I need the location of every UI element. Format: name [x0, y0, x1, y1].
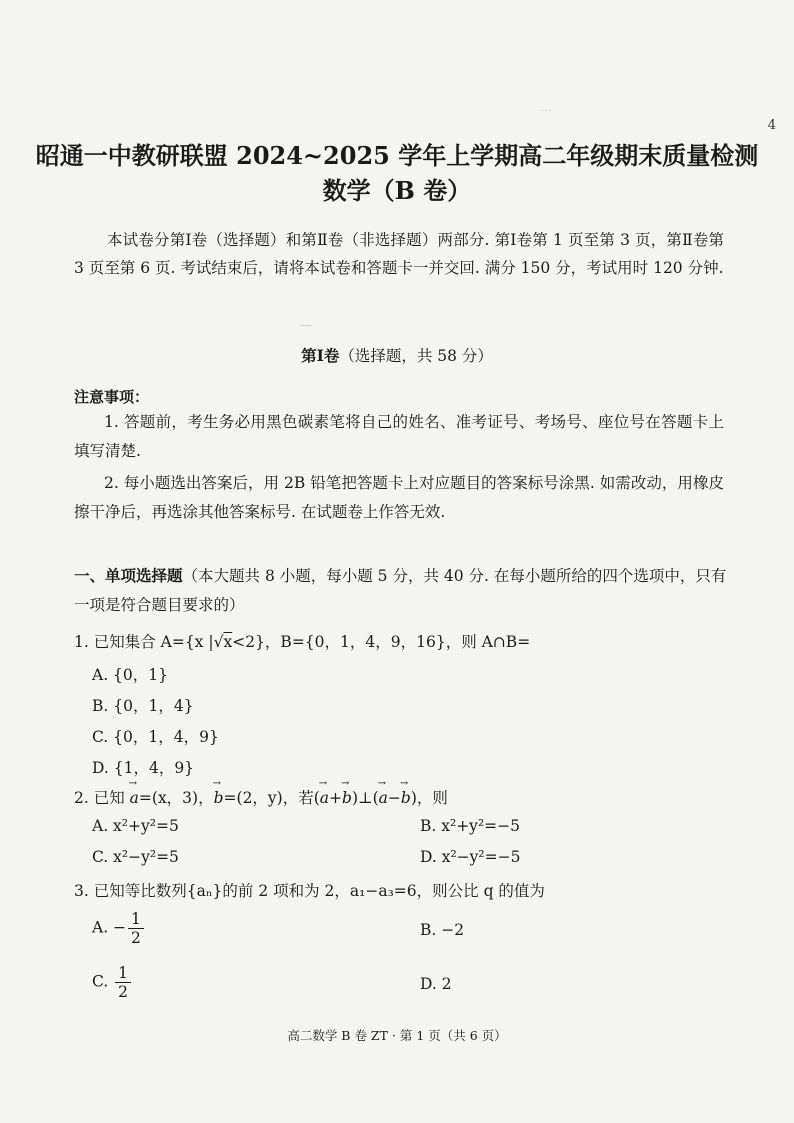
question-1-stem — [74, 630, 530, 652]
notice-item-1: 1. 答题前，考生务必用黑色碳素笔将自己的姓名、准考证号、考场号、座位号在答题卡上填写清楚. — [74, 413, 724, 460]
question-2-option-a: A. x²+y²=5 — [92, 817, 179, 835]
question-3-stem: 3. 已知等比数列{aₙ}的前 2 项和为 2，a₁−a₃=6，则公比 q 的值为 — [74, 882, 545, 900]
q2-perp: )⊥( — [351, 789, 379, 807]
q1-stem-pre: 1. 已知集合 A={x | — [74, 633, 214, 651]
vector-a: → a — [130, 789, 139, 807]
question-3-option-a — [92, 910, 144, 947]
exam-title: 昭通一中教研联盟 2024~2025 学年上学期高二年级期末质量检测 — [35, 141, 759, 170]
part-name: 一、单项选择题 — [74, 567, 183, 585]
bleed-through-mark: … — [540, 100, 552, 114]
question-1-option-d: D. {1，4，9} — [92, 759, 195, 777]
fraction-denominator: 2 — [131, 929, 141, 947]
fraction-one-half — [115, 964, 131, 1001]
fraction-numerator: 1 — [115, 964, 131, 983]
part-detail: （本大题共 8 小题，每小题 5 分，共 40 分. 在每小题所给的四个选项中，只有一项是符合题目要求的） — [74, 567, 727, 614]
exam-intro: 本试卷分第Ⅰ卷（选择题）和第Ⅱ卷（非选择题）两部分. 第Ⅰ卷第 1 页至第 3 页，第Ⅱ卷第 3 页至第 6 页. 考试结束后，请将本试卷和答题卡一并交回. 满分 150 分，考试用时 120 分钟. — [74, 231, 724, 277]
fraction-one-half — [128, 910, 144, 947]
vector-a: → a — [379, 789, 388, 807]
exam-subtitle: 数学（B 卷） — [322, 176, 472, 205]
q2-stem-end: )，则 — [410, 789, 448, 807]
question-2-option-b: B. x²+y²=−5 — [420, 817, 520, 835]
section-name: 第Ⅰ卷 — [301, 346, 340, 365]
question-2-option-c: C. x²−y²=5 — [92, 848, 179, 866]
q2-stem-part2: =(2，y)，若( — [223, 789, 320, 807]
corner-mark: 4 — [767, 118, 776, 133]
q2-stem-part1: =(x，3)， — [138, 789, 214, 807]
q3-option-a-label: A. − — [92, 918, 127, 937]
q2-stem-start: 2. 已知 — [74, 789, 125, 807]
vector-b: → b — [401, 789, 411, 807]
question-1-option-a: A. {0，1} — [92, 666, 168, 684]
q1-radicand: x — [223, 633, 233, 651]
notice-item-2: 2. 每小题选出答案后，用 2B 铅笔把答题卡上对应题目的答案标号涂黑. 如需改动，用橡皮擦干净后，再选涂其他答案标号. 在试题卷上作答无效. — [74, 474, 724, 521]
vector-b: → b — [342, 789, 352, 807]
question-3-option-d: D. 2 — [420, 975, 452, 993]
question-2-stem — [74, 786, 448, 808]
question-3-option-c — [92, 964, 131, 1001]
question-1-option-b: B. {0，1，4} — [92, 697, 194, 715]
q1-stem-post: <2}，B={0，1，4，9，16}，则 A∩B= — [232, 633, 531, 651]
bleed-through-mark: — — [300, 318, 312, 332]
notice-title: 注意事项： — [74, 388, 150, 406]
question-3-option-b: B. −2 — [420, 921, 465, 939]
fraction-denominator: 2 — [118, 983, 129, 1001]
q2-minus: − — [387, 789, 401, 807]
section-detail: （选择题，共 58 分） — [339, 347, 493, 365]
vector-b: → b — [214, 789, 224, 807]
question-1-option-c: C. {0，1，4，9} — [92, 728, 219, 746]
question-2-option-d: D. x²−y²=−5 — [420, 848, 521, 866]
page-footer: 高二数学 B 卷 ZT · 第 1 页（共 6 页） — [287, 1028, 507, 1043]
q2-plus: + — [329, 789, 343, 807]
vector-a: → a — [320, 789, 329, 807]
fraction-numerator: 1 — [128, 910, 144, 929]
section-heading — [0, 344, 794, 366]
part-heading — [74, 562, 734, 620]
sqrt-sign: √ — [213, 633, 224, 651]
q3-option-c-label: C. — [92, 972, 114, 991]
